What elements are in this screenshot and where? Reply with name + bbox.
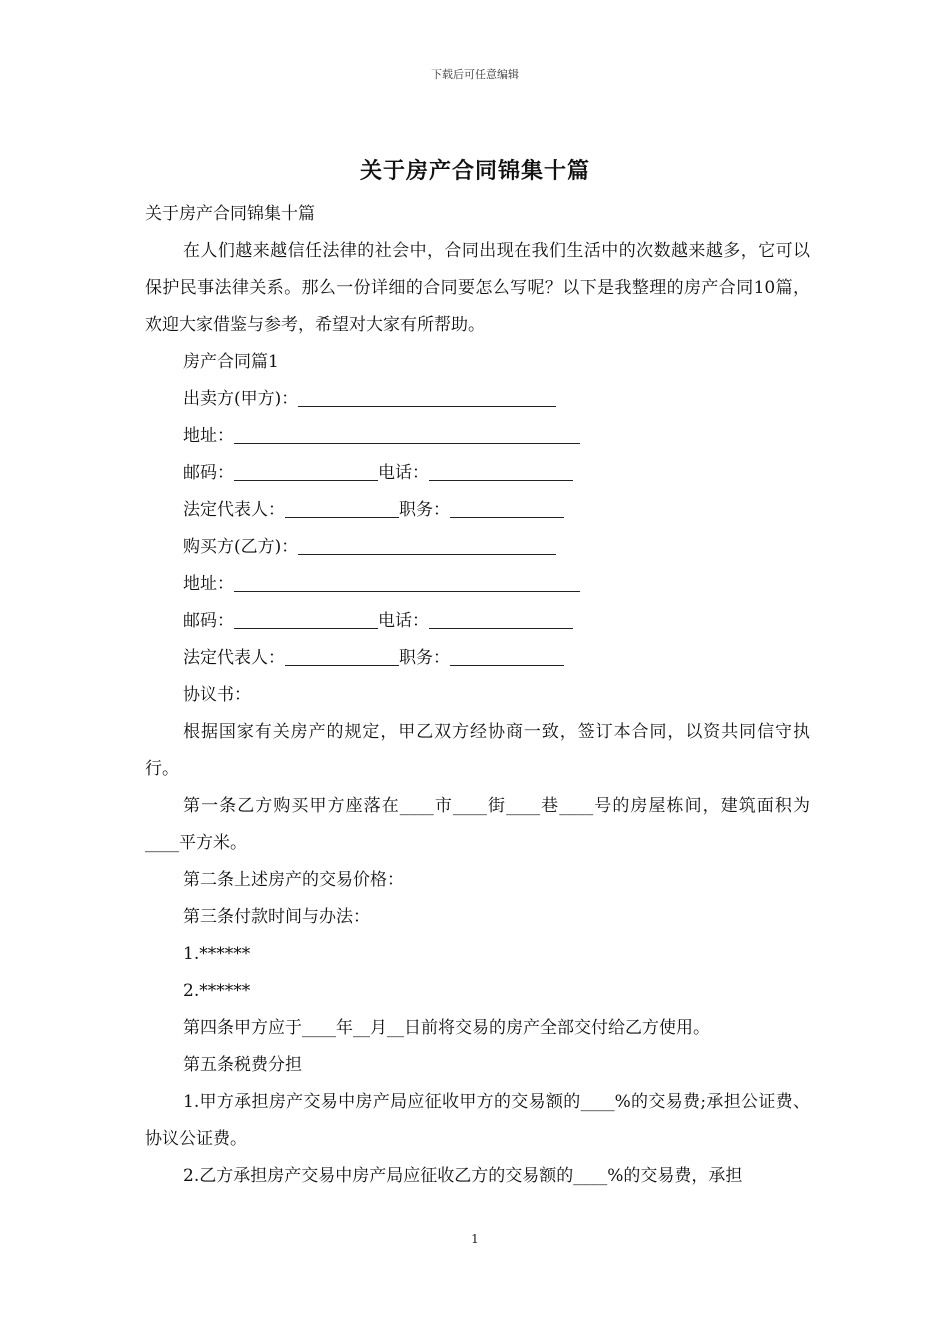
buyer-legal-rep-blank[interactable]	[285, 647, 399, 666]
buyer-phone-label: 电话：	[378, 611, 429, 631]
seller-legal-rep-label: 法定代表人：	[183, 500, 285, 520]
clause-3: 第三条付款时间与办法：	[183, 907, 370, 927]
buyer-party-blank[interactable]	[298, 536, 556, 555]
buyer-position-label: 职务：	[399, 648, 450, 668]
buyer-postcode-label: 邮码：	[183, 611, 234, 631]
seller-party-row	[145, 381, 810, 418]
page-number: 1	[471, 1232, 479, 1246]
clause-1: 第一条乙方购买甲方座落在____市____街____巷____号的房屋栋间，建筑面积为____平方米。	[145, 796, 810, 853]
payment-item-1: 1.******	[183, 944, 251, 964]
agreement-label: 协议书：	[183, 685, 251, 705]
buyer-rep-row	[145, 640, 810, 677]
buyer-phone-blank[interactable]	[429, 610, 573, 629]
buyer-address-blank[interactable]	[234, 573, 580, 592]
document-body	[145, 196, 810, 1195]
tax-item-1: 1.甲方承担房产交易中房产局应征收甲方的交易额的____%的交易费;承担公证费、协议公证费。	[145, 1092, 810, 1149]
seller-postcode-blank[interactable]	[234, 462, 378, 481]
payment-item-2: 2.******	[183, 981, 251, 1001]
seller-phone-blank[interactable]	[429, 462, 573, 481]
clause-2: 第二条上述房产的交易价格：	[183, 870, 404, 890]
document-title: 关于房产合同锦集十篇	[359, 158, 590, 184]
buyer-party-label: 购买方(乙方)：	[183, 537, 299, 557]
page-header: 下载后可任意编辑	[431, 68, 519, 81]
buyer-legal-rep-label: 法定代表人：	[183, 648, 285, 668]
buyer-contact-row	[145, 603, 810, 640]
intro-paragraph: 在人们越来越信任法律的社会中，合同出现在我们生活中的次数越来越多，它可以保护民事法律关系。那么一份详细的合同要怎么写呢？以下是我整理的房产合同10篇，欢迎大家借鉴与参考，希望对大家有所帮助。	[145, 241, 810, 335]
seller-rep-row	[145, 492, 810, 529]
buyer-address-label: 地址：	[183, 574, 234, 594]
seller-legal-rep-blank[interactable]	[285, 499, 399, 518]
clause-4: 第四条甲方应于____年__月__日前将交易的房产全部交付给乙方使用。	[183, 1018, 710, 1038]
seller-contact-row	[145, 455, 810, 492]
seller-party-label: 出卖方(甲方)：	[183, 389, 299, 409]
seller-phone-label: 电话：	[378, 463, 429, 483]
buyer-party-row	[145, 529, 810, 566]
document-subtitle: 关于房产合同锦集十篇	[145, 204, 315, 224]
seller-postcode-label: 邮码：	[183, 463, 234, 483]
seller-position-label: 职务：	[399, 500, 450, 520]
agreement-intro: 根据国家有关房产的规定，甲乙双方经协商一致，签订本合同，以资共同信守执行。	[145, 722, 810, 779]
tax-item-2: 2.乙方承担房产交易中房产局应征收乙方的交易额的____%的交易费，承担	[183, 1166, 743, 1186]
seller-address-row	[145, 418, 810, 455]
buyer-address-row	[145, 566, 810, 603]
buyer-position-blank[interactable]	[450, 647, 564, 666]
buyer-postcode-blank[interactable]	[234, 610, 378, 629]
seller-address-label: 地址：	[183, 426, 234, 446]
section-heading: 房产合同篇1	[183, 352, 279, 372]
seller-address-blank[interactable]	[234, 425, 580, 444]
seller-party-blank[interactable]	[298, 388, 556, 407]
seller-position-blank[interactable]	[450, 499, 564, 518]
clause-5: 第五条税费分担	[183, 1055, 302, 1075]
